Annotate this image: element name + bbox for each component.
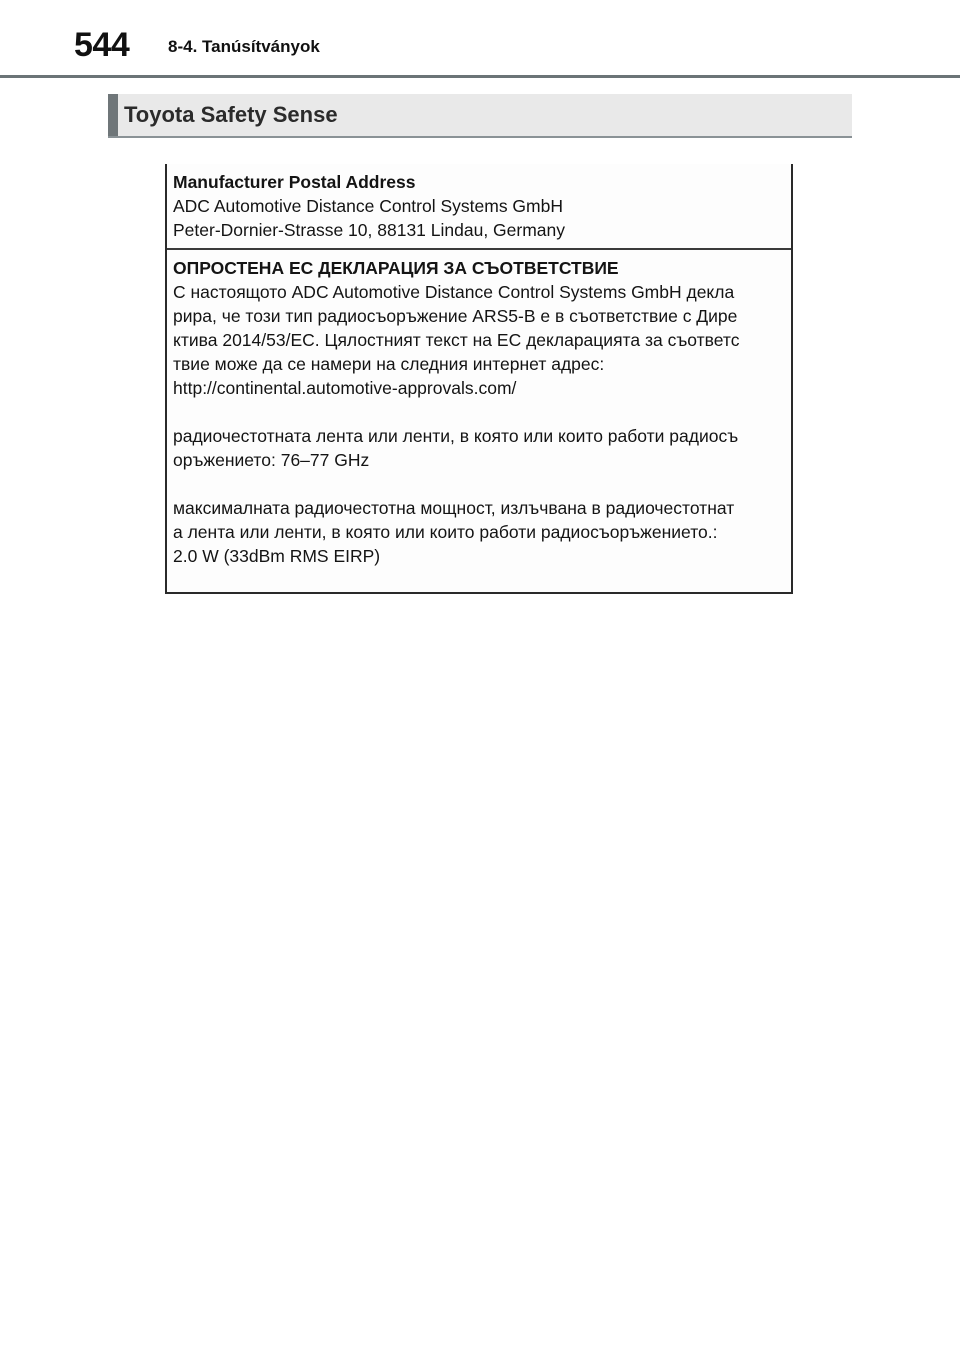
manufacturer-line: ADC Automotive Distance Control Systems GmbH: [173, 196, 563, 216]
section-title-bar: [108, 94, 852, 138]
manufacturer-heading: Manufacturer Postal Address: [173, 172, 416, 192]
power-line: а лента или ленти, в която или които работи радиосъоръжението.:: [173, 522, 718, 542]
paragraph-gap: [173, 472, 791, 496]
declaration-heading: ОПРОСТЕНА ЕС ДЕКЛАРАЦИЯ ЗА СЪОТВЕТСТВИЕ: [173, 258, 619, 278]
frequency-line: оръжението: 76–77 GHz: [173, 450, 370, 470]
power-line: максималната радиочестотна мощност, излъчвана в радиочестотнат: [173, 498, 735, 518]
power-line: 2.0 W (33dBm RMS EIRP): [173, 546, 381, 566]
frequency-line: радиочестотната лента или ленти, в която или които работи радиосъ: [173, 426, 739, 446]
declaration-line: рира, че този тип радиосъоръжение ARS5-B е в съответствие с Дире: [173, 306, 738, 326]
page-number: 544: [74, 26, 130, 64]
certificate-scan: [165, 164, 793, 594]
declaration-block: [167, 250, 791, 568]
page-header: [0, 0, 960, 80]
declaration-url: http://continental.automotive-approvals.com/: [173, 378, 517, 398]
paragraph-gap: [173, 400, 791, 424]
declaration-line: ктива 2014/53/ЕС. Цялостният текст на ЕС декларацията за съответс: [173, 330, 740, 350]
manufacturer-line: Peter-Dornier-Strasse 10, 88131 Lindau, Germany: [173, 220, 566, 240]
section-title: Toyota Safety Sense: [124, 102, 338, 127]
section-accent: [108, 94, 118, 136]
declaration-line: С настоящото ADC Automotive Distance Control Systems GmbH декла: [173, 282, 735, 302]
header-rule: [0, 75, 960, 78]
manufacturer-address-block: [167, 164, 791, 250]
declaration-line: твие може да се намери на следния интернет адрес:: [173, 354, 605, 374]
chapter-title: 8-4. Tanúsítványok: [168, 37, 320, 56]
